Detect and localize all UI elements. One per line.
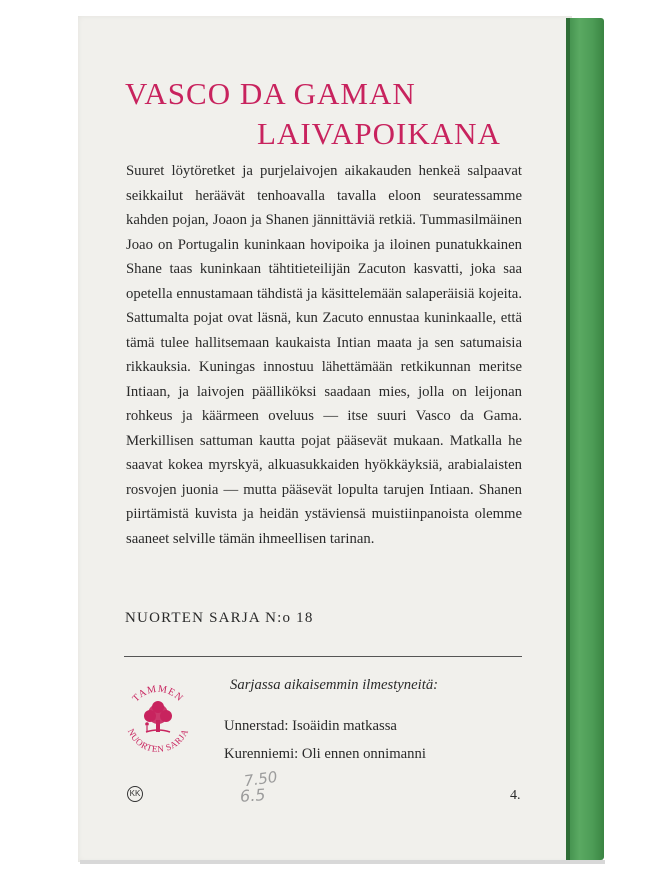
- tammen-nuorten-sarja-logo: [116, 676, 200, 760]
- previous-title-item: Unnerstad: Isoäidin matkassa: [224, 718, 397, 734]
- logo-text-top: TAMMEN: [130, 683, 186, 705]
- green-spine: [566, 18, 604, 860]
- book-title: [125, 74, 545, 154]
- logo-text-bottom: NUORTEN SARJA: [125, 727, 191, 755]
- book-description: Suuret löytöretket ja purjelaivojen aikakauden henkeä salpaavat seikkailut heräävät tenhoavalla tavalla eloon seuratessamme kahden pojan, Joaon ja Shanen jännittäviä retkiä. Tummasilmäinen Joao on Portugalin kuninkaan hovipoika ja iloinen punatukkainen Shane taas kuninkaan tähtitieteilijän Zacuton kasvatti, joka saa opetella ennustamaan tähdistä ja käsittelemään salaperäisiä kojeita. Sattumalta pojat ovat läsnä, kun Zacuto ennustaa kuninkaalle, että tämä tulee hallitsemaan kaukaista Intian maata ja sen satumaisia rikkauksia. Kuningas innostuu lähettämään retkikunnan meritse Intiaan, ja laivojen päälliköksi saadaan mies, jolla on leijonan rohkeus ja käärmeen oveluus — itse suuri Vasco da Gama. Merkillisen sattuman kautta pojat pääsevät mukaan. Matkalla he saavat kokea myrskyä, alkuasukkaiden hyökkäyksiä, arabialaisten rosvojen juonia — mutta pääsevät lopulta tarujen Intiaan. Shanen piirtämistä kuvista ja heidän ystäviensä muistiinpanoista olemme saaneet selville tämän ihmeellisen tarinan.: [126, 163, 522, 547]
- previous-titles-label: Sarjassa aikaisemmin ilmestyneitä:: [230, 677, 439, 693]
- pencil-price-note: [238, 767, 308, 820]
- publisher-mark-icon: KK: [127, 786, 143, 802]
- previous-title-item: Kurenniemi: Oli ennen onnimanni: [224, 746, 426, 762]
- previous-titles-list: [224, 712, 426, 768]
- pencil-price-line-2: 6.5: [239, 785, 267, 806]
- cover-edge-shadow: [80, 860, 605, 864]
- pencil-price-line-1: 7.50: [242, 767, 279, 791]
- title-line-2: LAIVAPOIKANA: [257, 116, 501, 151]
- page-code: 4.: [510, 788, 521, 803]
- title-line-1: VASCO DA GAMAN: [125, 76, 416, 111]
- series-number: NUORTEN SARJA N:o 18: [125, 610, 314, 626]
- divider-rule: [124, 656, 522, 657]
